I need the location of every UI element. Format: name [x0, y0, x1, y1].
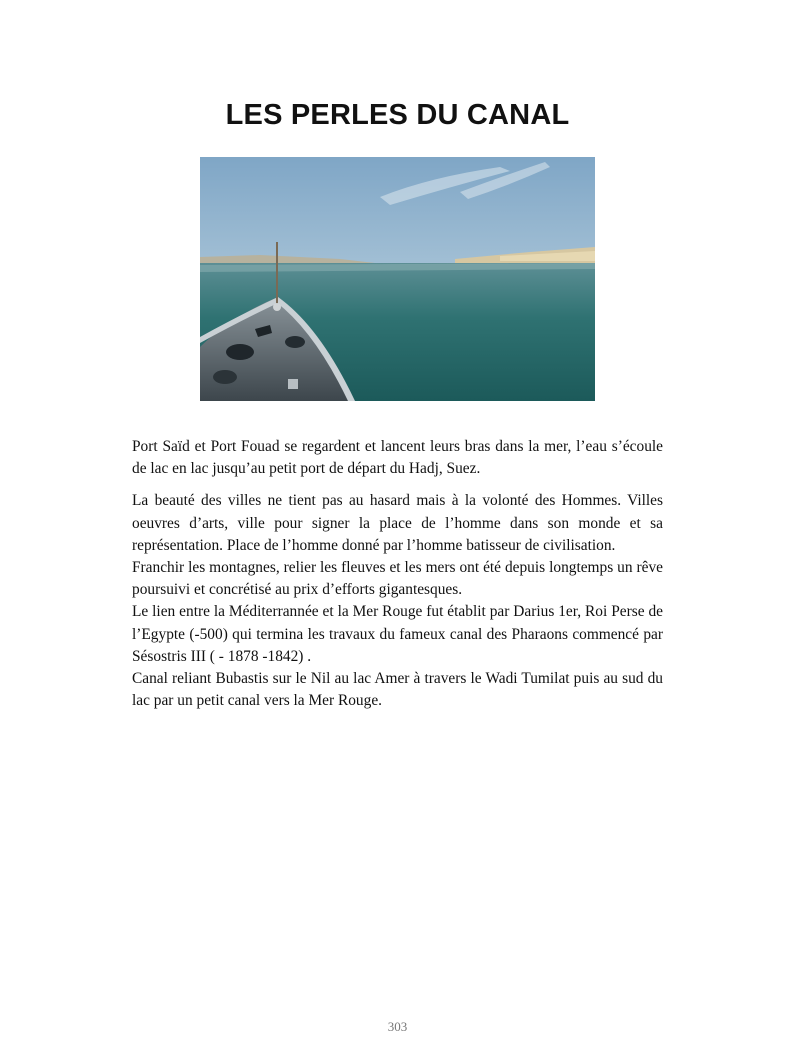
- page-title: LES PERLES DU CANAL: [225, 99, 570, 131]
- paragraph-mountains: Franchir les montagnes, relier les fleuves et les mers ont été depuis longtemps un rêve poursuivi et concrétisé au prix d’efforts gigantesques.: [132, 559, 663, 599]
- paragraph-bubastis: Canal reliant Bubastis sur le Nil au lac Amer à travers le Wadi Tumilat puis au sud du lac par un petit canal vers la Mer Rouge.: [132, 670, 663, 710]
- paragraph-intro: Port Saïd et Port Fouad se regardent et lancent leurs bras dans la mer, l’eau s’écoule de lac en lac jusqu’au petit port de départ du Hadj, Suez.: [132, 438, 663, 478]
- paragraph-darius: Le lien entre la Méditerrannée et la Mer Rouge fut établit par Darius 1er, Roi Perse de l’Egypte (-500) qui termina les travaux du fameux canal des Pharaons commencé par Sésostris III ( - 1878 -1842) .: [132, 603, 663, 665]
- ship-bow-on-canal-photo: [200, 157, 595, 401]
- body-text: [132, 436, 663, 712]
- paragraph-beauty: La beauté des villes ne tient pas au hasard mais à la volonté des Hommes. Villes oeuvres d’arts, ville pour signer la place de l’homme dans son monde et sa représentation. Place de l’homme donné par l’homme batisseur de civilisation.: [132, 492, 663, 554]
- page-number: 303: [387, 1019, 408, 1034]
